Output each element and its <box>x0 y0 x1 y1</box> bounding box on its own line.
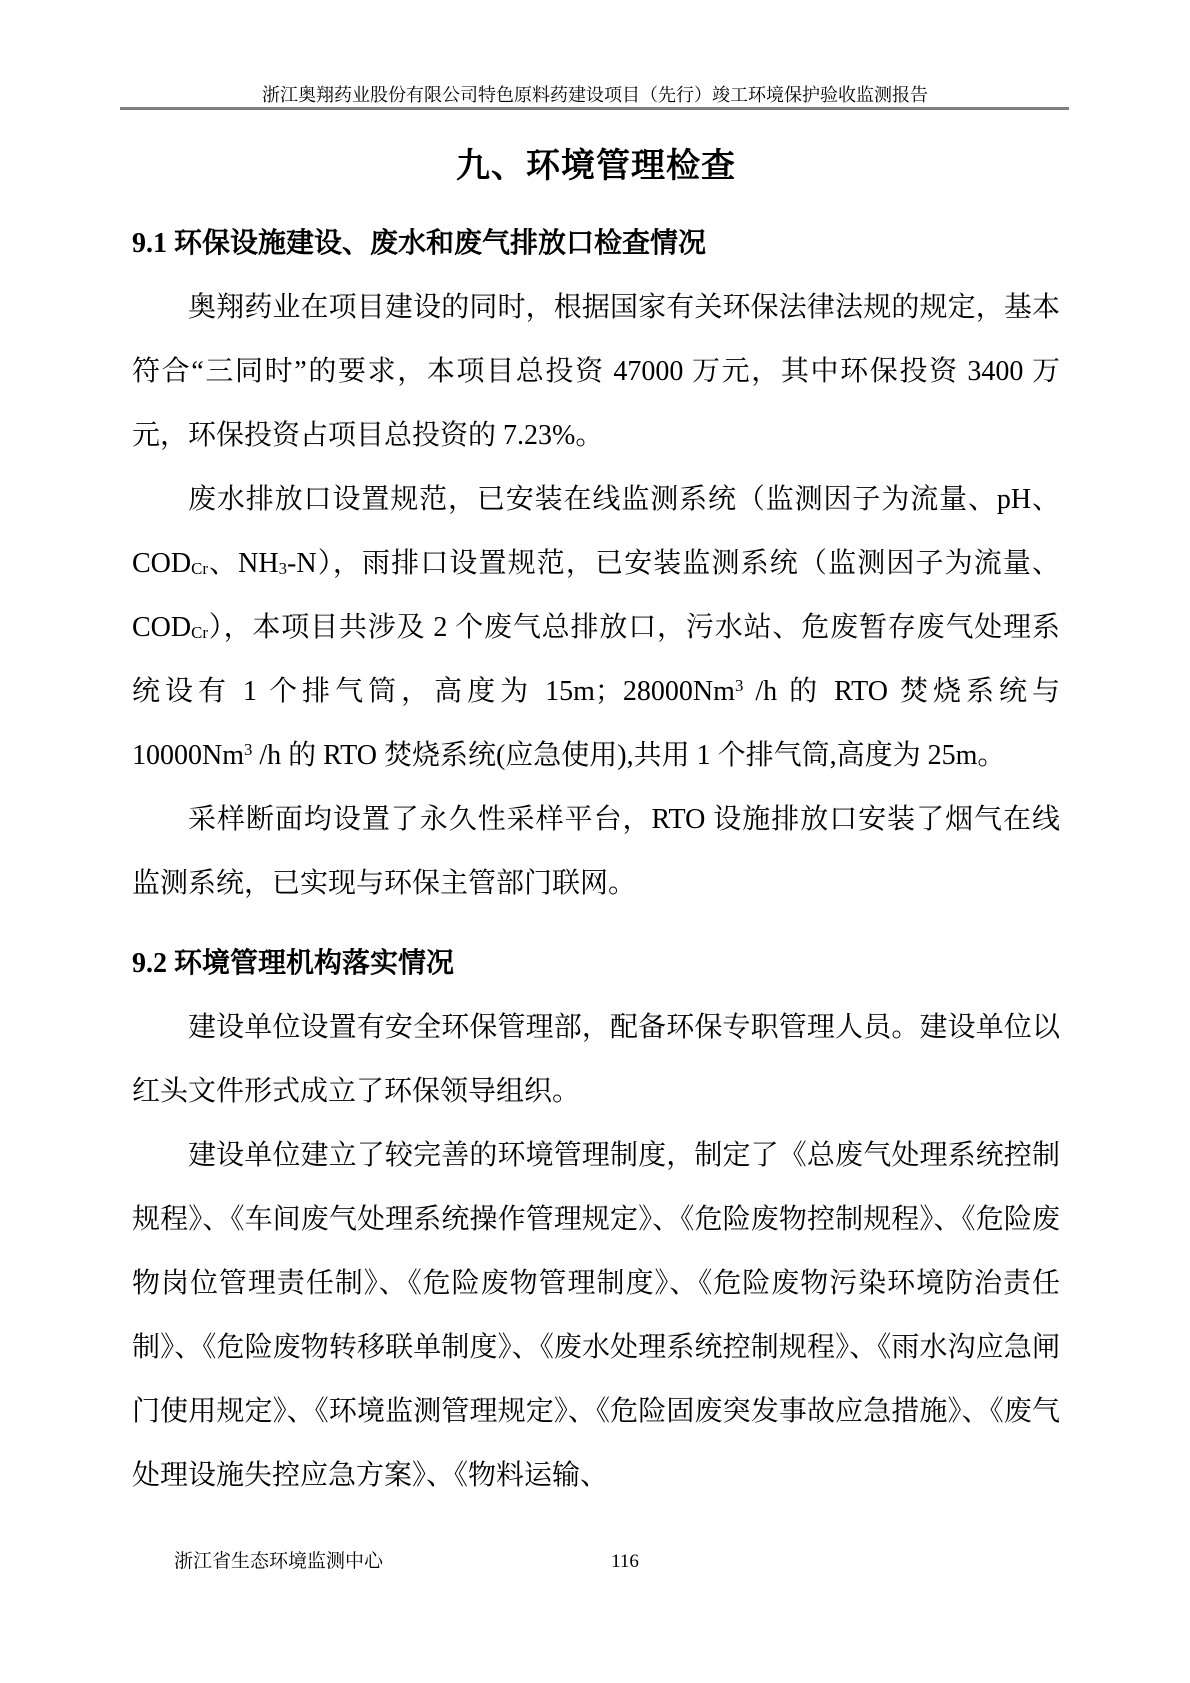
paragraph-9-2-1: 建设单位设置有安全环保管理部，配备环保专职管理人员。建设单位以红头文件形式成立了环保领导组织。 <box>132 1012 1060 1107</box>
chapter-title: 九、环境管理检查 <box>456 148 736 185</box>
page-footer <box>0 1550 1190 1578</box>
page-content <box>132 126 1060 1508</box>
section-9-2-heading: 9.2 环境管理机构落实情况 <box>132 948 455 979</box>
paragraph-9-1-2: 废水排放口设置规范，已安装在线监测系统（监测因子为流量、pH、$COD_{Cr}$、$NH_3-N$），雨排口设置规范，已安装监测系统（监测因子为流量、$COD_{Cr}$），本项目共涉及 2 个废气总排放口，污水站、危废暂存废气处理系统设有 1 个排气筒，高度为 15m；28000Nm$^3$ /h 的 RTO 焚烧系统与 10000Nm$^3$ /h 的 RTO 焚烧系统(应急使用),共用 1 个排气筒,高度为 25m。 <box>132 484 1061 771</box>
header-rule <box>120 107 1069 110</box>
footer-page-number: 116 <box>611 1551 639 1572</box>
section-9-1-heading: 9.1 环保设施建设、废水和废气排放口检查情况 <box>132 228 707 259</box>
footer-organization: 浙江省生态环境监测中心 <box>174 1551 384 1572</box>
running-head: 浙江奥翔药业股份有限公司特色原料药建设项目（先行）竣工环境保护验收监测报告 <box>262 85 928 105</box>
paragraph-9-2-2: 建设单位建立了较完善的环境管理制度，制定了《总废气处理系统控制规程》、《车间废气处理系统操作管理规定》、《危险废物控制规程》、《危险废物岗位管理责任制》、《危险废物管理制度》、《危险废物污染环境防治责任制》、《危险废物转移联单制度》、《废水处理系统控制规程》、《雨水沟应急闸门使用规定》、《环境监测管理规定》、《危险固废突发事故应急措施》、《废气处理设施失控应急方案》、《物料运输、 <box>132 1140 1060 1491</box>
paragraph-9-1-1: 奥翔药业在项目建设的同时，根据国家有关环保法律法规的规定，基本符合“三同时”的要求，本项目总投资 47000 万元，其中环保投资 3400 万元，环保投资占项目总投资的 7.23%。 <box>132 292 1060 451</box>
paragraph-9-1-3: 采样断面均设置了永久性采样平台，RTO 设施排放口安装了烟气在线监测系统，已实现与环保主管部门联网。 <box>132 804 1060 899</box>
